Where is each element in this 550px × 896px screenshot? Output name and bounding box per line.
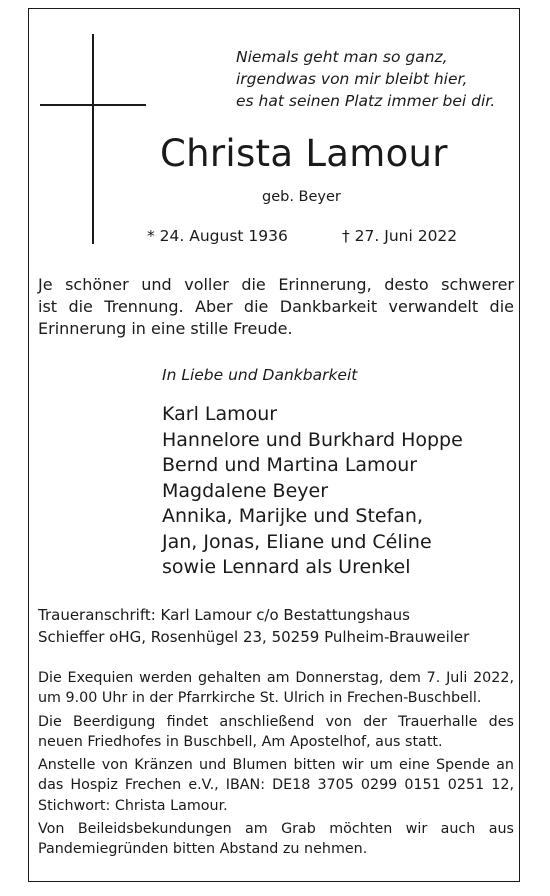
notes-line: Von Beileidsbekundungen am Grab möchten wir auch aus [38, 821, 514, 838]
notes-line: das Hospiz Frechen e.V., IBAN: DE18 3705 0299 0151 0251 12, [38, 777, 514, 794]
notes-line: Stichwort: Christa Lamour. [38, 797, 228, 814]
notes-line: Die Exequien werden gehalten am Donnerstag, dem 7. Juli 2022, [38, 670, 514, 686]
mourning-address [38, 604, 469, 648]
poem-line: es hat seinen Platz immer bei dir. [236, 92, 496, 110]
notes-line: neuen Friedhofes in Buschbell, Am Apostelhof, aus statt. [38, 733, 443, 750]
poem-line: Niemals geht man so ganz, [236, 48, 448, 66]
quote-line: Erinnerung in eine stille Freude. [38, 319, 293, 338]
quote-line: ist die Trennung. Aber die Dankbarkeit verwandelt die [38, 297, 514, 316]
birth-name: geb. Beyer [262, 189, 341, 205]
poem-line: irgendwas von mir bleibt hier, [236, 70, 468, 88]
family-list [162, 402, 463, 581]
notes-paragraph-donation [38, 755, 514, 816]
notes-line: Pandemiegründen bitten Abstand zu nehmen. [38, 841, 368, 858]
funeral-notes [38, 668, 514, 863]
family-member: Hannelore und Burkhard Hoppe [162, 428, 463, 451]
address-line: Schieffer oHG, Rosenhügel 23, 50259 Pulheim-Brauweiler [38, 628, 470, 646]
notes-line: Anstelle von Kränzen und Blumen bitten wir um eine Spende an [38, 757, 514, 774]
notes-paragraph-condolences [38, 819, 514, 860]
family-member: Karl Lamour [162, 403, 278, 425]
birth-date: * 24. August 1936 [147, 227, 288, 245]
address-line: Traueranschrift: Karl Lamour c/o Bestattungshaus [38, 606, 410, 624]
family-member: Magdalene Beyer [162, 479, 329, 502]
family-member: Bernd und Martina Lamour [162, 454, 418, 476]
family-member: Jan, Jonas, Eliane und Céline [162, 530, 432, 553]
cross-vertical-bar [92, 34, 94, 244]
deceased-name: Christa Lamour [160, 132, 448, 175]
notes-line: Die Beerdigung findet anschließend von der Trauerhalle des [38, 713, 514, 730]
quote-line: Je schöner und voller die Erinnerung, desto schwerer [38, 275, 514, 294]
dedication: In Liebe und Dankbarkeit [162, 366, 358, 384]
notes-line: um 9.00 Uhr in der Pfarrkirche St. Ulrich in Frechen-Buschbell. [38, 690, 482, 707]
notes-paragraph-exequies [38, 668, 514, 709]
notes-paragraph-burial [38, 712, 514, 753]
family-member: Annika, Marijke und Stefan, [162, 505, 424, 527]
family-member: sowie Lennard als Urenkel [162, 556, 411, 578]
cross-horizontal-bar [40, 104, 146, 106]
poem [236, 46, 495, 112]
death-date: † 27. Juni 2022 [342, 227, 458, 245]
quote [38, 274, 514, 340]
